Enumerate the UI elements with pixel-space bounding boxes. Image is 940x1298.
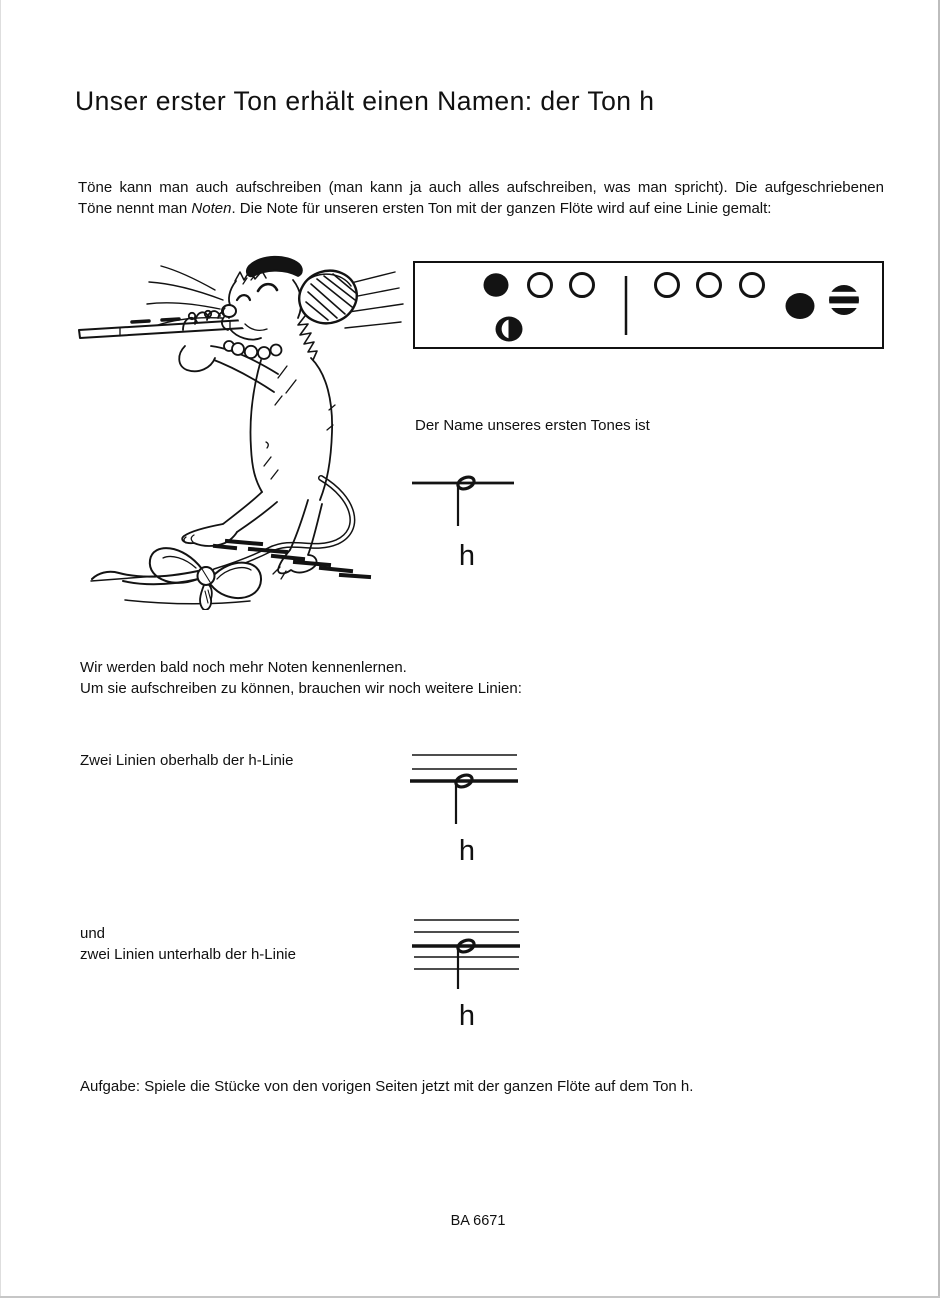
staff-single-line: [405, 470, 537, 571]
mouse-head: [222, 270, 317, 361]
staff-five-line: [405, 913, 537, 1031]
fur-ruff: [298, 316, 317, 360]
staff-single-svg: [405, 470, 537, 530]
staff-three-svg: [405, 748, 537, 828]
more-notes-text: Wir werden bald noch mehr Noten kennenlernen. Um sie aufschreiben zu können, brauchen wir noch weitere Linien:: [80, 659, 522, 697]
intro-line-2: Töne nennt man Noten. Die Note für unseren ersten Ton mit der ganzen Flöte wird auf eine Linie gemalt:: [78, 200, 772, 217]
intro-paragraph: [78, 177, 884, 219]
fingering-chart-holes: [413, 261, 884, 349]
ground-line-2: [125, 600, 250, 604]
plate-number: BA 6671: [450, 1213, 506, 1229]
intro-line-1: Töne kann man auch aufschreiben (man kann ja auch alles aufschreiben, was man spricht). Die aufgeschriebenen: [78, 179, 884, 196]
fingering-chart: [413, 261, 884, 349]
page-title: Unser erster Ton erhält einen Namen: der Ton h: [75, 86, 655, 116]
noten-italic: Noten: [191, 200, 232, 217]
task-text: Aufgabe: Spiele die Stücke von den vorigen Seiten jetzt mit der ganzen Flöte auf dem Ton h.: [80, 1078, 694, 1095]
note-label-h-five: h: [458, 1000, 476, 1032]
mouse-ear: [292, 263, 363, 330]
label-lines-below: und zwei Linien unterhalb der h-Linie: [80, 925, 296, 963]
note-label-h-single: h: [458, 540, 476, 572]
staff-three-line: [405, 748, 537, 866]
note-label-h-three: h: [458, 835, 476, 867]
scan-edge-left: [0, 0, 1, 1298]
tone-name-caption: Der Name unseres ersten Tones ist: [415, 417, 650, 434]
label-lines-above: Zwei Linien oberhalb der h-Linie: [80, 752, 294, 769]
chin-beads: [224, 341, 282, 359]
mouse-flute-illustration: [65, 250, 405, 610]
staff-five-svg: [405, 913, 537, 993]
